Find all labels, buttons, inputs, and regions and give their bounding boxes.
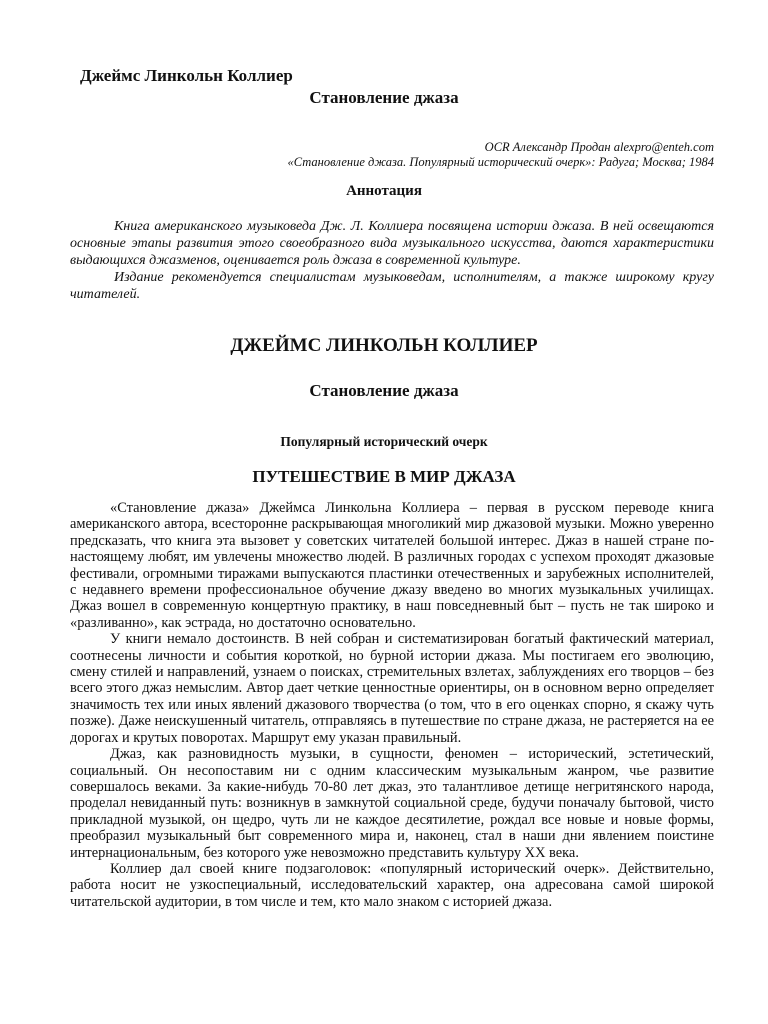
body-paragraph: «Становление джаза» Джеймса Линкольна Коллиера – первая в русском переводе книга американского автора, всесторонне раскрывающая многоликий мир джазовой музыки. Можно уверенно предсказать, что книга эта вызовет у советских читателей большой интерес. Джаз в нашей стране по-настоящему любят, им увлечены множество людей. В различных городах с успехом проходят джазовые фестивали, огромными тиражами выпускаются пластинки отечественных и зарубежных исполнителей, с недавнего времени профессиональное обучение джазу введено во многих музыкальных училищах. Джаз вошел в современную концертную практику, в наш повседневный быт – пусть не так широко и «разливанно», как эстрада, но достаточно основательно. <box>70 500 714 631</box>
book-title: Становление джаза <box>309 88 459 107</box>
body-paragraph: Коллиер дал своей книге подзаголовок: «популярный исторический очерк». Действительно, работа носит не узкоспециальный, исследовательский характер, она адресована самой широкой читательской аудитории, в том числе и тем, кто мало знаком с историей джаза. <box>70 860 714 910</box>
book-genre: Популярный исторический очерк <box>280 434 488 449</box>
book-author-caps: ДЖЕЙМС ЛИНКОЛЬН КОЛЛИЕР <box>230 335 538 356</box>
book-subtitle: Становление джаза <box>309 381 459 400</box>
ocr-credits <box>287 140 714 170</box>
chapter-body <box>70 500 714 910</box>
source-line: «Становление джаза. Популярный исторический очерк»: Радуга; Москва; 1984 <box>287 155 714 169</box>
ocr-line: OCR Александр Продан alexpro@enteh.com <box>484 140 714 154</box>
author-name: Джеймс Линкольн Коллиер <box>80 66 293 85</box>
annotation-heading: Аннотация <box>346 183 422 199</box>
body-paragraph: У книги немало достоинств. В ней собран и систематизирован богатый фактический материал, соотнесены личности и события короткой, но бурной истории джаза. Мы постигаем его эволюцию, смену стилей и направлений, узнаем о поисках, стремительных взлетах, заблуждениях его творцов – без всего этого джаз немыслим. Автор дает четкие ценностные ориентиры, он в основном верно определяет значимость тех или иных явлений джазового творчества (о том, что в его оценках спорно, я скажу чуть позже). Даже неискушенный читатель, отправляясь в путешествие по стране джаза, не растеряется на ее дорогах и крутых поворотах. Маршрут ему указан правильный. <box>70 631 714 746</box>
annotation-text <box>70 218 714 303</box>
chapter-title: ПУТЕШЕСТВИЕ В МИР ДЖАЗА <box>252 467 516 486</box>
annotation-paragraph: Книга американского музыковеда Дж. Л. Коллиера посвящена истории джаза. В ней освещаются основные этапы развития этого своеобразного вида музыкального искусства, даются характеристики выдающихся джазменов, оценивается роль джаза в современной культуре. <box>70 219 714 268</box>
annotation-paragraph: Издание рекомендуется специалистам музыковедам, исполнителям, а также широкому кругу читателей. <box>70 270 714 302</box>
body-paragraph: Джаз, как разновидность музыки, в сущности, феномен – исторический, эстетический, социальный. Он несопоставим ни с одним классическим музыкальным жанром, чье развитие совершалось веками. За какие-нибудь 70-80 лет джаз, это талантливое детище негритянского народа, проделал невиданный путь: возникнув в замкнутой социальной среде, будучи поначалу бытовой, чисто прикладной музыкой, он щедро, чуть ли не каждое десятилетие, рождал все новые и новые формы, преобразил музыкальный быт современного мира и, наконец, стал в наши дни явлением поистине интернациональным, без которого уже невозможно представить культуру XX века. <box>70 746 714 861</box>
